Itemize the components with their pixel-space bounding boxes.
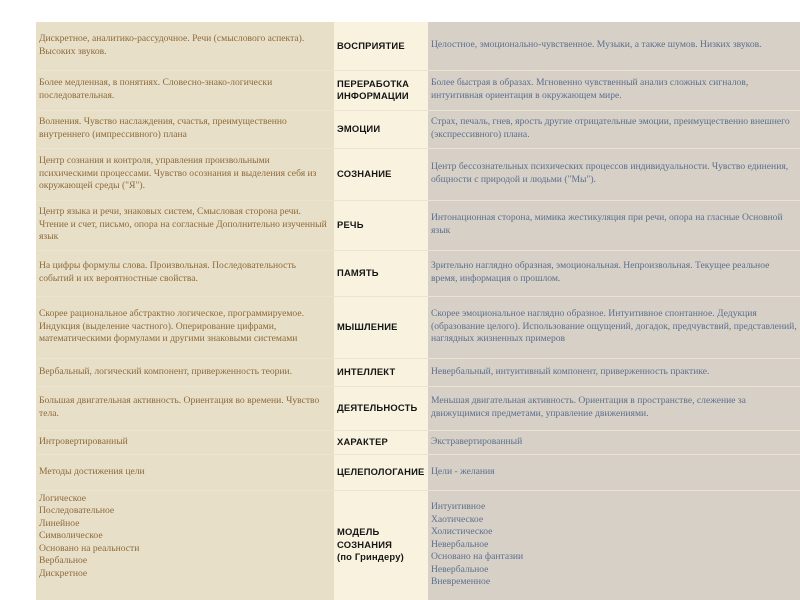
list-item: Основано на фантазии: [431, 551, 524, 563]
table-row: [36, 110, 800, 148]
right-hemisphere-cell: Зрительно наглядно образная, эмоциональная. Непроизвольная. Текущее реальное время, информация о прошлом.: [428, 250, 800, 296]
table-row: [36, 386, 800, 430]
list-item: Вневременное: [431, 576, 491, 588]
left-hemisphere-cell: Центр сознания и контроля, управления произвольными психическими процессами. Чувство осознания и выделения себя из окружающей среды ("Я").: [36, 148, 334, 200]
table-row: [36, 454, 800, 490]
right-hemisphere-cell: [428, 490, 800, 600]
list-item: Невербальное: [431, 538, 489, 550]
right-hemisphere-cell: Центр бессознательных психических процессов индивидуальности. Чувство единения, общности с природой и людьми ("Мы").: [428, 148, 800, 200]
table-row: [36, 358, 800, 386]
left-hemisphere-cell: Большая двигательная активность. Ориентация во времени. Чувство тела.: [36, 386, 334, 430]
category-label: ДЕЯТЕЛЬНОСТЬ: [334, 386, 428, 430]
category-label: РЕЧЬ: [334, 200, 428, 250]
left-hemisphere-cell: Вербальный, логический компонент, приверженность теории.: [36, 358, 334, 386]
table-row: [36, 430, 800, 454]
category-label: ИНТЕЛЛЕКТ: [334, 358, 428, 386]
table-row: [36, 70, 800, 110]
category-label: СОЗНАНИЕ: [334, 148, 428, 200]
comparison-table-frame: [36, 22, 800, 600]
list-item: Основано на реальности: [39, 542, 140, 554]
left-hemisphere-cell: Интровертированный: [36, 430, 334, 454]
list-item: Невербальное: [431, 563, 489, 575]
left-hemisphere-cell: На цифры формулы слова. Произвольная. Последовательность событий и их вероятностные свойства.: [36, 250, 334, 296]
right-hemisphere-cell: Страх, печаль, гнев, ярость другие отрицательные эмоции, преимущественно внешнего (экспрессивного) плана.: [428, 110, 800, 148]
table-row: [36, 148, 800, 200]
list-item: Линейное: [39, 517, 80, 529]
list-item: Дискретное: [39, 568, 88, 580]
table-body: [36, 22, 800, 600]
table-row: [36, 250, 800, 296]
left-hemisphere-cell: Волнения. Чувство наслаждения, счастья, преимущественно внутреннего (импрессивного) плана: [36, 110, 334, 148]
list-item: Последовательное: [39, 505, 115, 517]
list-item: Холистическое: [431, 526, 493, 538]
left-hemisphere-cell: Центр языка и речи, знаковых систем, Смысловая сторона речи. Чтение и счет, письмо, опора на согласные Дополнительно изученный язык: [36, 200, 334, 250]
table-row: [36, 490, 800, 600]
left-hemisphere-cell: Более медленная, в понятиях. Словесно-знако-логически последовательная.: [36, 70, 334, 110]
table-row: [36, 200, 800, 250]
category-label: ВОСПРИЯТИЕ: [334, 22, 428, 70]
category-label: ХАРАКТЕР: [334, 430, 428, 454]
category-label: ЭМОЦИИ: [334, 110, 428, 148]
list-item: Символическое: [39, 530, 103, 542]
list-item: Хаотическое: [431, 513, 484, 525]
category-label: ПАМЯТЬ: [334, 250, 428, 296]
category-label-line: (по Гриндеру): [337, 551, 404, 563]
right-hemisphere-cell: Интонационная сторона, мимика жестикуляция при речи, опора на гласные Основной язык: [428, 200, 800, 250]
right-hemisphere-cell: Цели - желания: [428, 454, 800, 490]
right-hemisphere-cell: Невербальный, интуитивный компонент, приверженность практике.: [428, 358, 800, 386]
left-hemisphere-cell: [36, 490, 334, 600]
category-label: [334, 490, 428, 600]
hemisphere-comparison-table: [36, 22, 800, 600]
right-hemisphere-cell: Меньшая двигательная активность. Ориентация в пространстве, слежение за движущимися предметами, управление движениями.: [428, 386, 800, 430]
left-hemisphere-cell: Скорее рациональное абстрактно логическое, программируемое. Индукция (выделение частного). Оперирование цифрами, математическими формулами и другими знаковыми системами: [36, 296, 334, 358]
category-label-line: СОЗНАНИЯ: [337, 538, 393, 550]
category-label: МЫШЛЕНИЕ: [334, 296, 428, 358]
table-row: [36, 22, 800, 70]
right-hemisphere-cell: Более быстрая в образах. Мгновенно чувственный анализ сложных сигналов, интуитивная ориентация в окружающем мире.: [428, 70, 800, 110]
left-hemisphere-cell: Методы достижения цели: [36, 454, 334, 490]
table-row: [36, 296, 800, 358]
list-item: Интуитивное: [431, 500, 486, 512]
right-hemisphere-cell: Целостное, эмоционально-чувственное. Музыки, а также шумов. Низких звуков.: [428, 22, 800, 70]
category-label-line: МОДЕЛЬ: [337, 526, 380, 538]
category-label: ПЕРЕРАБОТКА ИНФОРМАЦИИ: [334, 70, 428, 110]
right-hemisphere-cell: Скорее эмоциональное наглядно образное. Интуитивное спонтанное. Дедукция (образование целого). Использование ощущений, догадок, предчувствий, представлений, наглядных жизненных примеров: [428, 296, 800, 358]
right-hemisphere-cell: Экстравертированный: [428, 430, 800, 454]
list-item: Логическое: [39, 492, 87, 504]
list-item: Вербальное: [39, 555, 88, 567]
category-label: ЦЕЛЕПОЛОГАНИЕ: [334, 454, 428, 490]
left-hemisphere-cell: Дискретное, аналитико-рассудочное. Речи (смыслового аспекта). Высоких звуков.: [36, 22, 334, 70]
